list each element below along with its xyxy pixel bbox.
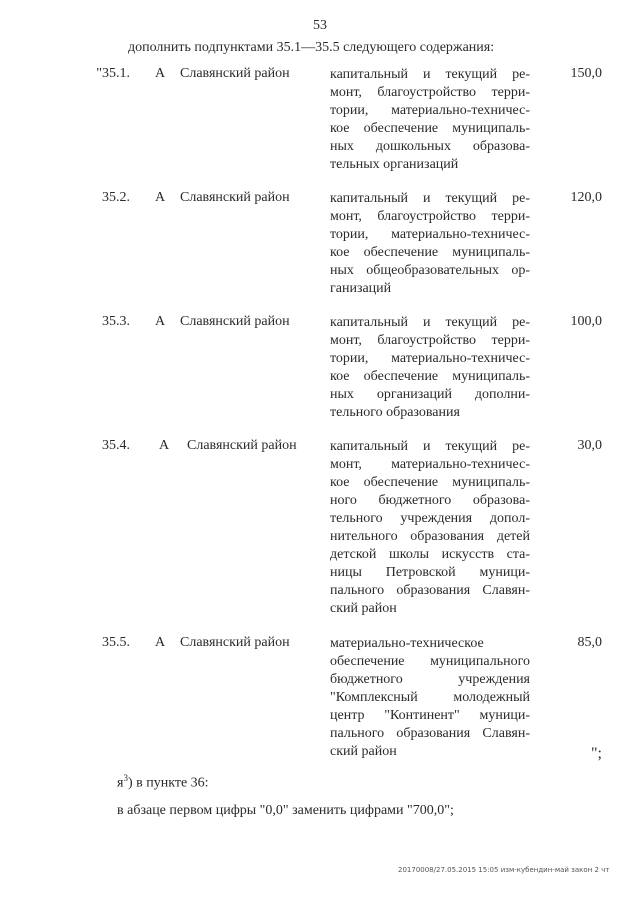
replacement-text: в абзаце первом цифры "0,0" заменить цифрами "700,0"; <box>117 803 454 818</box>
row-number: 35.4. <box>102 438 130 453</box>
row-district: Славянский район <box>180 66 290 81</box>
row-category: А <box>155 635 166 650</box>
item-a3 <box>117 773 209 792</box>
purpose-line: ницы Петровской муници- <box>330 565 530 580</box>
purpose-line: ных общеобразовательных ор- <box>330 263 530 278</box>
row-amount: 120,0 <box>570 190 602 205</box>
purpose-line: монт, благоустройство терри- <box>330 333 530 348</box>
row-purpose <box>330 66 530 174</box>
purpose-line: кое обеспечение муниципаль- <box>330 369 530 384</box>
row-number: 35.2. <box>102 190 130 205</box>
row-district: Славянский район <box>187 438 297 453</box>
item-a3-letter: я <box>117 775 124 791</box>
row-purpose <box>330 314 530 422</box>
row-district: Славянский район <box>180 314 290 329</box>
purpose-line: капитальный и текущий ре- <box>330 191 530 206</box>
row-purpose <box>330 635 530 761</box>
item-a3-text: ) в пункте 36: <box>127 775 209 791</box>
purpose-line: тории, материально-техничес- <box>330 227 530 242</box>
row-number: 35.3. <box>102 314 130 329</box>
purpose-line: бюджетного учреждения <box>330 672 530 687</box>
purpose-line: обеспечение муниципального <box>330 654 530 669</box>
row-district: Славянский район <box>180 635 290 650</box>
row-amount: 100,0 <box>570 314 602 329</box>
row-district: Славянский район <box>180 190 290 205</box>
row-category: А <box>155 190 166 205</box>
purpose-line: монт, материально-техничес- <box>330 457 530 472</box>
purpose-line: детской школы искусств ста- <box>330 547 530 562</box>
purpose-line: капитальный и текущий ре- <box>330 67 530 82</box>
row-number: 35.5. <box>102 635 130 650</box>
item-a3-superscript: 3 <box>123 773 128 783</box>
purpose-line: ский район <box>330 744 397 759</box>
purpose-line: тельного образования <box>330 405 460 420</box>
row-number: "35.1. <box>96 66 130 81</box>
row-purpose <box>330 190 530 298</box>
purpose-line: тельных организаций <box>330 157 459 172</box>
row-category: А <box>155 314 166 329</box>
purpose-line: ных организаций дополни- <box>330 387 530 402</box>
purpose-line: кое обеспечение муниципаль- <box>330 475 530 490</box>
footer-stamp: 20170008/27.05.2015 15:05 изм-кубендин-май закон 2 чт <box>398 866 610 874</box>
row-purpose <box>330 438 530 618</box>
purpose-line: капитальный и текущий ре- <box>330 439 530 454</box>
row-amount: 85,0 <box>577 635 602 650</box>
row-category: А <box>155 66 166 81</box>
purpose-line: кое обеспечение муниципаль- <box>330 245 530 260</box>
purpose-line: ский район <box>330 601 397 616</box>
intro-text: дополнить подпунктами 35.1—35.5 следующего содержания: <box>128 40 495 55</box>
purpose-line: капитальный и текущий ре- <box>330 315 530 330</box>
purpose-line: "Комплексный молодежный <box>330 690 530 705</box>
purpose-line: нительного образования детей <box>330 529 530 544</box>
row-amount: 30,0 <box>577 438 602 453</box>
purpose-line: ных дошкольных образова- <box>330 139 530 154</box>
purpose-line: тельного учреждения допол- <box>330 511 530 526</box>
purpose-line: тории, материально-техничес- <box>330 103 530 118</box>
purpose-line: тории, материально-техничес- <box>330 351 530 366</box>
purpose-line: кое обеспечение муниципаль- <box>330 121 530 136</box>
purpose-line: монт, благоустройство терри- <box>330 209 530 224</box>
purpose-line: пального образования Славян- <box>330 583 530 598</box>
purpose-line: ного бюджетного образова- <box>330 493 530 508</box>
row-amount: 150,0 <box>570 66 602 81</box>
purpose-line: материально-техническое <box>330 636 484 651</box>
page-number: 53 <box>313 18 327 33</box>
purpose-line: ганизаций <box>330 281 392 296</box>
purpose-line: центр "Континент" муници- <box>330 708 530 723</box>
purpose-line: пального образования Славян- <box>330 726 530 741</box>
purpose-line: монт, благоустройство терри- <box>330 85 530 100</box>
closing-quote: "; <box>591 745 602 762</box>
row-category: А <box>159 438 170 453</box>
